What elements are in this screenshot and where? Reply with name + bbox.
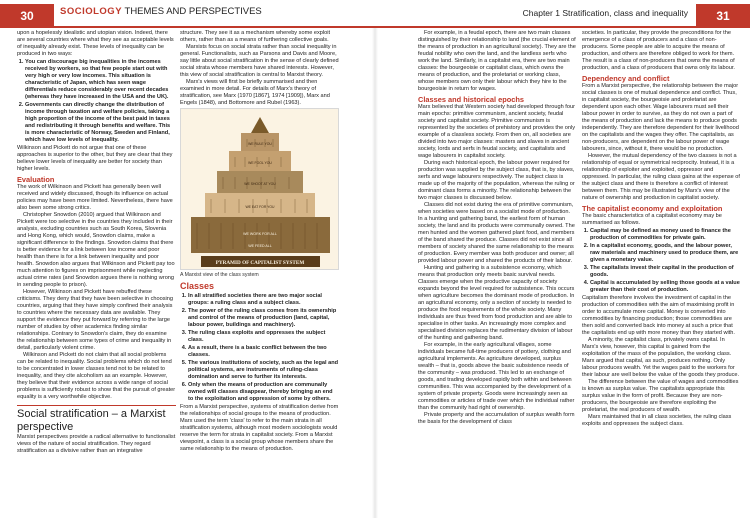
section-heading-classes: Classes [180, 280, 215, 291]
tier-label: WE WORK FOR ALL [243, 232, 277, 236]
list-item: 6. Only when the means of production are communally owned will classes disappear, thereby bringing an end to the exploitation and oppression of some by others. [188, 382, 339, 403]
section-heading-evaluation: Evaluation [17, 175, 55, 184]
body-paragraph: Wilkinson and Pickett do not claim that all social problems can be related to inequality. Social problems which do not tend to be concentrated in lower classes tend not to be related to inequality, and they cite alcoholism as an example. However, they believe that their evidence across a wide range of social problems is sufficiently robust to show that the pursuit of greater equality is a very worthwhile objective. [17, 352, 176, 400]
body-paragraph: The work of Wilkinson and Pickett has generally been well received and widely discussed, though its influence on actual policies may have been more limited. Nevertheless, there have also been some strong critics. [17, 184, 173, 211]
list-item: 2. In a capitalist economy, goods, and the labour power, raw materials and machinery used to produce them, are given a monetary value. [590, 243, 740, 264]
left-page-column-1 [17, 30, 176, 518]
body-paragraph: upon a hopelessly idealistic and utopian vision. Indeed, there are several countries where what they see as acceptable levels of inequality already exist. These levels of inequality can be produced in two ways: [17, 30, 174, 57]
body-paragraph: Classes did not exist during the era of primitive communism, when societies were based on a socialist mode of production. In a hunting and gathering band, the earliest form of human society, the land and its products were communally owned. The men hunted and the women gathered plant food, and members of the band shared the produce. Classes did not exist since all members of society shared the same relationship to the means of production. Every member was both producer and owner; all provided labour power and shared the products of their labour. [418, 202, 575, 264]
body-paragraph: Marxist perspectives provide a radical alternative to functionalist views of the nature of social stratification. They regard stratification as a divisive rather than an integrative [17, 434, 176, 454]
section-heading-capitalist-economy: The capitalist economy and exploitation [582, 204, 723, 213]
list-item: 2. The power of the ruling class comes from its ownership and control of the means of production (land, capital, labour power, buildings and machinery). [188, 308, 339, 329]
body-paragraph: structure. They see it as a mechanism whereby some exploit others, rather than as a means of furthering collective goals. [180, 30, 331, 43]
list-item: 4. As a result, there is a basic conflict between the two classes. [188, 345, 339, 359]
body-paragraph: However, Wilkinson and Pickett have rebuffed these criticisms. They deny that they have been selective in choosing countries, arguing that they have simply confined their analysis to countries where the necessary data are available. They support the evidence they put forward by referring to the large number of studies by other academics finding similar relationships. Contrary to Snowdon's claim, they do examine the relationship between some types of crime and inequality in detail, particularly violent crime. [17, 289, 173, 351]
list-item: 4. Capital is accumulated by selling those goods at a value greater than their cost of production. [590, 280, 740, 294]
marxist-classes-list [180, 293, 339, 403]
left-page-number: 30 [0, 4, 54, 28]
body-paragraph: Marx believed that Western society had developed through four main epochs: primitive communism, ancient society, feudal society and capitalist society. Primitive communism is represented by the societies of prehistory and provides the only example of a classless society. From then on, all societies are divided into two major classes: masters and slaves in ancient society, lords and serfs in feudal society, and capitalists and wage labourers in capitalist society. [418, 104, 576, 159]
right-page-number: 31 [696, 4, 750, 28]
body-paragraph: From a Marxist perspective, the relationship between the major social classes is one of mutual dependence and conflict. Thus, in capitalist society, the bourgeoisie and proletariat are dependent upon each other. Wage labourers must sell their labour power in order to survive, as they do not own a part of the means of production and lack the means to produce goods independently. They are therefore dependent for their livelihood on the capitalists and the wages they offer. The capitalists, as non-producers, are dependent on the labour power of wage labourers, since, without it, there would be no production. [582, 83, 739, 152]
right-page-column-2 [582, 30, 740, 518]
body-paragraph: For example, in the early agricultural villages, some individuals became full-time producers of pottery, clothing and agricultural implements. As agriculture developed, surplus wealth – that is, goods above the basic subsistence needs of the community – was produced. This led to an exchange of goods, and trading developed rapidly both within and between communities. This was accompanied by the development of a system of private property. Goods were increasingly seen as commodities or articles of trade over which the individual rather than the community had right of ownership. [418, 342, 575, 411]
body-paragraph: A minority, the capitalist class, privately owns capital. In Marx's view, however, this capital is gained from the exploitation of the mass of the population, the working class. Marx argued that capital, as such, produces nothing. Only labour produces wealth. Yet the wages paid to the workers for their labour are well below the value of the goods they produce. [582, 337, 740, 378]
body-paragraph: societies. In particular, they provide the preconditions for the emergence of a class of producers and a class of non-producers. Some people are able to acquire the means of production, and others are therefore obliged to work for them. The result is a class of non-producers that owns the means of production, and a class of producers that owns only its labour. [582, 30, 735, 71]
body-paragraph: Wilkinson and Pickett do not argue that one of these approaches is superior to the other, but they are clear that they believe lower levels of inequality are better for society than higher levels. [17, 145, 173, 172]
tier-label: WE RULE YOU [248, 142, 272, 146]
section-heading-dependency-and-conflict: Dependency and conflict [582, 74, 670, 83]
list-item: 1. You can discourage big inequalities in the incomes received by workers, so that few people start out with very high or very low incomes. This situation is characteristic of Japan, which has seen wage differentials reduce considerably over recent decades (whereas they have increased in the USA and the UK). [25, 59, 176, 101]
page-gutter [372, 28, 378, 518]
inequality-approaches-list [17, 59, 176, 144]
chapter-section-heading: Social stratification – a Marxist perspective [17, 405, 176, 434]
running-head-rest: THEMES AND PERSPECTIVES [122, 6, 262, 17]
list-item: 5. The various institutions of society, such as the legal and political systems, are instruments of ruling-class domination and serve to further its interests. [188, 360, 339, 381]
tier-label: WE FOOL YOU [248, 161, 272, 165]
body-paragraph: Hunting and gathering is a subsistence economy, which means that production only meets basic survival needs. Classes emerge when the productive capacity of society expands beyond the level required for subsistence. This occurs when agriculture becomes the dominant mode of production. In an agricultural economy, only a section of society is needed to produce the food requirements of the whole society. Many individuals are thus freed from food production and are able to specialise in other tasks. An increasingly more complex and specialised division replaces the rudimentary division of labour of the hunting and gathering band. [418, 265, 575, 341]
pyramid-illustration-svg [181, 109, 339, 270]
left-page-column-2 [180, 30, 339, 518]
section-heading-classes-and-historical-epochs: Classes and historical epochs [418, 95, 524, 104]
body-paragraph: The basic characteristics of a capitalist economy may be summarised as follows. [582, 213, 722, 226]
capitalist-economy-list [582, 228, 740, 294]
body-paragraph: Marx maintained that in all class societies, the ruling class exploits and oppresses the subject class. [582, 414, 732, 427]
page-header [0, 0, 750, 28]
body-paragraph: Christopher Snowdon (2010) argued that Wilkinson and Pickett were too selective in the countries they included in their analysis, excluding countries such as South Korea, Slovenia and Hong Kong, which would, Snowdon claims, make a significant difference to the findings. Snowdon claims that there is better evidence for a link between low income and poor health than there is for a link between inequality and poor health. Snowdon also argues that Wilkinson and Pickett pay too much attention to figures on imprisonment while neglecting actual crime rates (and Snowdon argues there is nothing wrong in sending people to prison). [17, 212, 175, 288]
body-paragraph: However, the mutual dependency of the two classes is not a relationship of equal or symmetrical reciprocity. Instead, it is a relationship of exploiter and exploited, oppressor and oppressed. In particular, the ruling class gains at the expense of the subject class and there is therefore a conflict of interest between them. This may be illustrated by Marx's view of the nature of ownership and production in capitalist society. [582, 153, 740, 201]
running-head-sociology: SOCIOLOGY [60, 6, 123, 17]
list-item: 2. Governments can directly change the distribution of income through taxation and welfare policies, taking a high proportion of the income of the best paid in taxes and redistributing it through benefits and welfare. This is more characteristic of Norway, Sweden and Finland, which have low levels of inequality. [25, 102, 176, 144]
right-running-head: Chapter 1 Stratification, class and inequality [522, 8, 688, 18]
body-paragraph: During each historical epoch, the labour power required for production was supplied by the subject class, that is, by slaves, serfs and wage labourers respectively. The subject class is made up of the majority of the population, whereas the ruling or dominant class forms a minority. The relationship between the two major classes is discussed below. [418, 160, 575, 201]
tier-label: WE FEED ALL [248, 244, 272, 248]
header-rule-right [375, 26, 696, 28]
list-item: 1. Capital may be defined as money used to finance the production of commodities for private gain. [590, 228, 740, 242]
body-paragraph: Marx's views will first be briefly summarised and then examined in more detail. For details of Marx's theory of stratification, see Marx (1970 [1867], 1974 [1909]), Marx and Engels (1848), and Bottomore and Rubel (1963). [180, 79, 330, 106]
body-paragraph: Private property and the accumulation of surplus wealth form the basis for the development of class [418, 412, 575, 425]
body-paragraph: The difference between the value of wages and commodities is known as surplus value. The capitalists appropriate this surplus value in the form of profit. Because they are non-producers, the bourgeoisie are therefore exploiting the proletariat, the real producers of wealth. [582, 379, 739, 413]
left-running-head [60, 6, 262, 17]
pyramid-of-capitalist-system-illustration [180, 108, 339, 270]
body-paragraph: Marxists focus on social strata rather than social inequality in general. Functionalists, such as Parsons and Davis and Moore, say little about social stratification in the sense of clearly defined social strata whose members have shared interests. However, this view of social stratification is central to Marxist theory. [180, 44, 339, 78]
list-item: 3. The ruling class exploits and oppresses the subject class. [188, 330, 339, 344]
figure-caption: A Marxist view of the class system [180, 272, 259, 278]
list-item: 1. In all stratified societies there are two major social groups: a ruling class and a subject class. [188, 293, 339, 307]
body-paragraph: For example, in a feudal epoch, there are two main classes distinguished by their relationship to land (the crucial element of the means of production in an agricultural society). They are the feudal nobility who own the land, and the landless serfs who work the land. Similarly, in a capitalist era, there are two main classes: the bourgeoisie or capitalist class, which owns the means of production, and the proletariat or working class, whose members own only their labour which they hire to the bourgeoisie in return for wages. [418, 30, 576, 92]
right-page-column-1 [418, 30, 576, 518]
tier-label: WE SHOOT AT YOU [244, 182, 276, 186]
body-paragraph: From a Marxist perspective, systems of stratification derive from the relationships of social groups to the means of production. Marx used the term 'class' to refer to the main strata in all stratification systems, although most modern sociologists would reserve the term for strata in capitalist society. From a Marxist viewpoint, a class is a social group whose members share the same relationship to the means of production. [180, 403, 339, 452]
list-item: 3. The capitalists invest their capital in the production of goods. [590, 265, 740, 279]
header-rule-left [54, 26, 375, 28]
figure-title: PYRAMID OF CAPITALIST SYSTEM [215, 260, 305, 266]
tier-label: WE EAT FOR YOU [245, 205, 275, 209]
body-paragraph: Capitalism therefore involves the investment of capital in the production of commodities with the aim of maximising profit in order to accumulate more capital. Money is converted into commodities by financing production; those commodities are then sold and converted back into money at such a price that the capitalists end up with more money than they started with. [582, 295, 735, 336]
